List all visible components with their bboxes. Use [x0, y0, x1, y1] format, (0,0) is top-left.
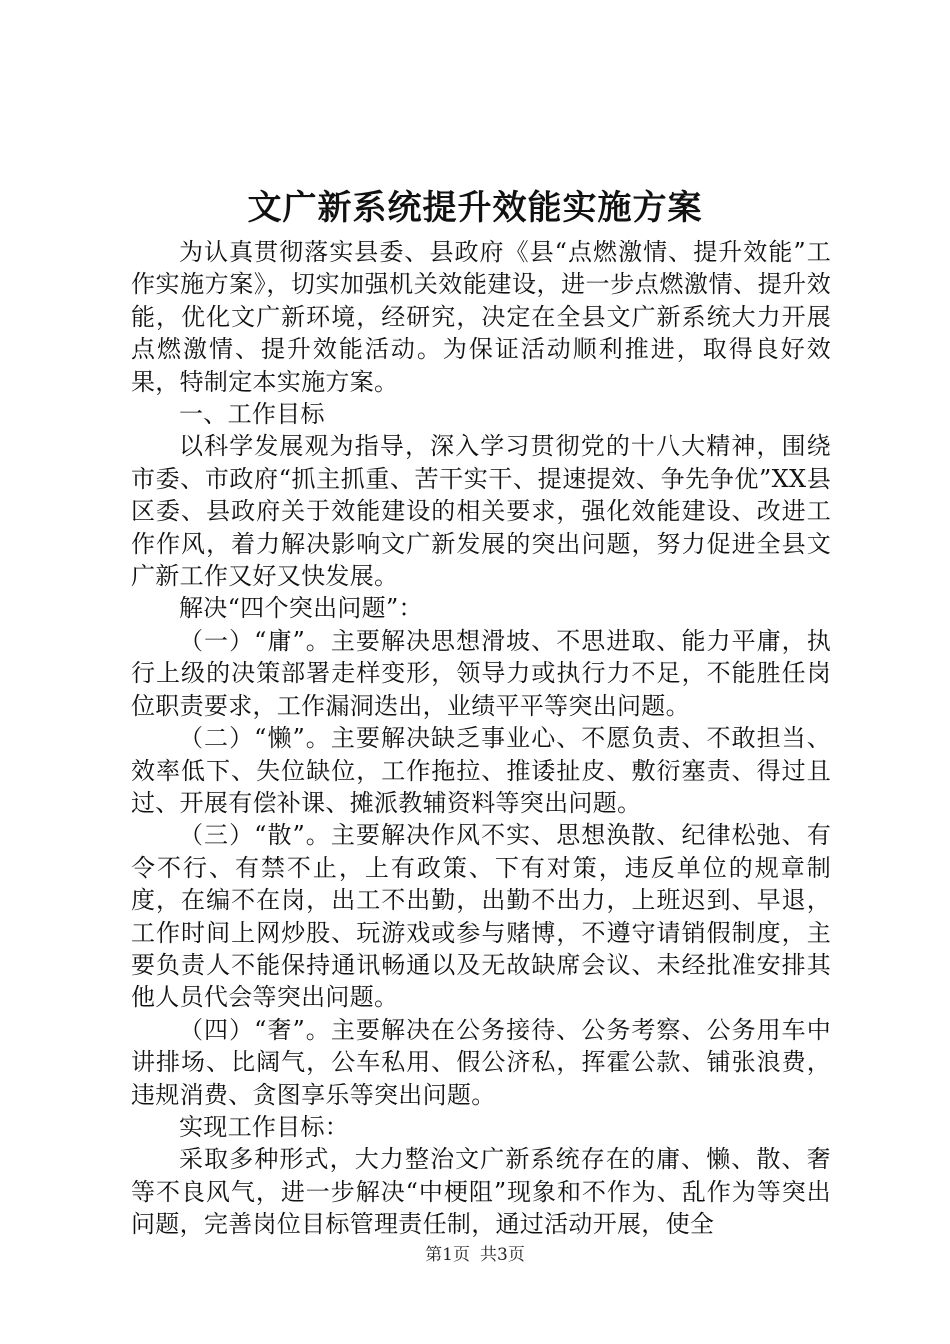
problem-item-laziness: （二）“懒”。主要解决缺乏事业心、不愿负责、不敢担当、效率低下、失位缺位，工作拖拉、推诿扯皮、敷衍塞责、得过且过、开展有偿补课、摊派教辅资料等突出问题。: [131, 724, 831, 817]
page-number: 第1页: [425, 1245, 470, 1265]
intro-paragraph: 为认真贯彻落实县委、县政府《县“点燃激情、提升效能”工作实施方案》，切实加强机关效能建设，进一步点燃激情、提升效能，优化文广新环境，经研究，决定在全县文广新系统大力开展点燃激情、提升效能活动。为保证活动顺利推进，取得良好效果，特制定本实施方案。: [131, 238, 831, 396]
measures-paragraph: 采取多种形式，大力整治文广新系统存在的庸、懒、散、奢等不良风气，进一步解决“中梗阻”现象和不作为、乱作为等突出问题，完善岗位目标管理责任制，通过活动开展，使全: [131, 1145, 831, 1239]
section-heading-goals: 一、工作目标: [179, 400, 325, 429]
document-title: 文广新系统提升效能实施方案: [247, 188, 703, 228]
goals-paragraph: 以科学发展观为指导，深入学习贯彻党的十八大精神，围绕市委、市政府“抓主抓重、苦干实干、提速提效、争先争优”XX县区委、县政府关于效能建设的相关要求，强化效能建设、改进工作作风，着力解决影响文广新发展的突出问题，努力促进全县文广新工作又好又快发展。: [131, 432, 831, 591]
achieve-goals-heading: 实现工作目标：: [179, 1112, 350, 1141]
document-body: [131, 236, 831, 1241]
page-footer: [0, 1243, 950, 1267]
page-total: 共3页: [480, 1245, 525, 1265]
problem-item-laxity: （三）“散”。主要解决作风不实、思想涣散、纪律松弛、有令不行、有禁不止，上有政策、下有对策，违反单位的规章制度，在编不在岗，出工不出勤，出勤不出力，上班迟到、早退，工作时间上网炒股、玩游戏或参与赌博，不遵守请销假制度，主要负责人不能保持通讯畅通以及无故缺席会议、未经批准安排其他人员代会等突出问题。: [131, 821, 831, 1012]
problem-item-extravagance: （四）“奢”。主要解决在公务接待、公务考察、公务用车中讲排场、比阔气，公车私用、假公济私，挥霍公款、铺张浪费，违规消费、贪图享乐等突出问题。: [131, 1015, 831, 1109]
problem-item-mediocrity: （一）“庸”。主要解决思想滑坡、不思进取、能力平庸，执行上级的决策部署走样变形，领导力或执行力不足，不能胜任岗位职责要求，工作漏洞迭出，业绩平平等突出问题。: [131, 626, 831, 720]
problems-heading: 解决“四个突出问题”：: [179, 594, 423, 623]
